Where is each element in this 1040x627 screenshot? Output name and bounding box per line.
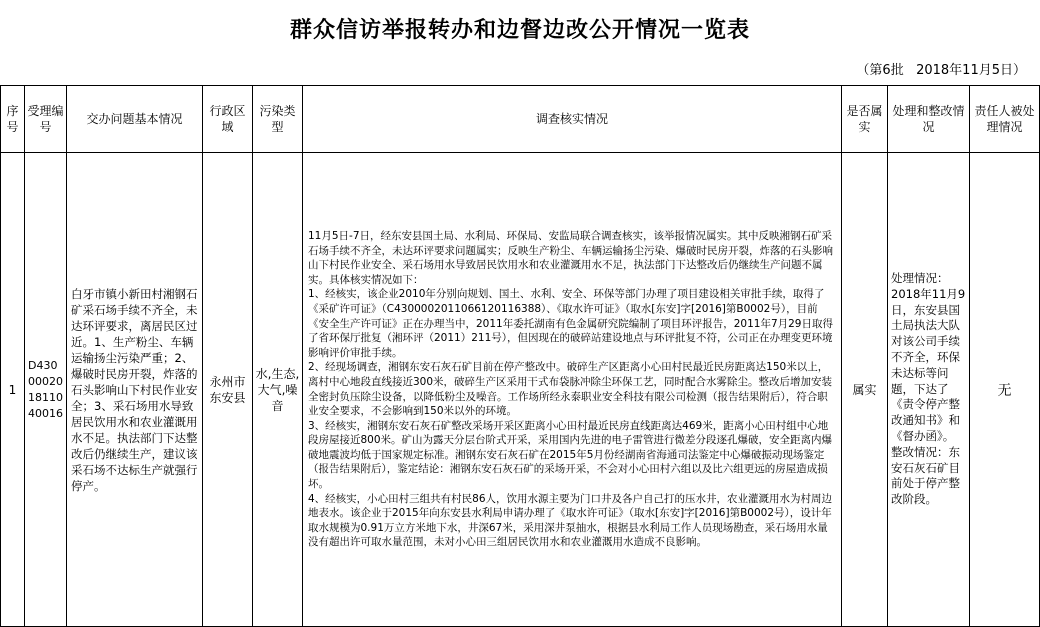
header-row — [1, 86, 1040, 153]
cell-is-fact: 属实 — [842, 153, 888, 627]
header-responsible: 责任人被处理情况 — [970, 86, 1040, 153]
header-pollution: 污染类型 — [253, 86, 303, 153]
findings-paragraph: 1、经核实，该企业2010年分别向规划、国土、水利、安全、环保等部门办理了项目建设相关审批手续，取得了《采矿许可证》（C4300002011066120116388）、《取水许可证》（取水[东安]字[2016]第B0002号），目前《安全生产许可证》正在办理当中，2011年委托湖南有色金属研究院编制了项目环评报告，2011年7月29日取得了省环保厅批复（湘环评（2011）211号），但因现在的破碎站建设地点与环评批复不符，公司正在办理变更环境影响评价审批手续。 — [308, 288, 833, 359]
header-issue: 交办问题基本情况 — [67, 86, 203, 153]
page-title: 群众信访举报转办和边督边改公开情况一览表 — [289, 17, 750, 43]
cell-issue: 白牙市镇小新田村湘钢石矿采石场手续不齐全，未达环评要求，离居民区过近。1、生产粉尘、车辆运输扬尘污染严重；2、爆破时民房开裂，炸落的石头影响山下村民作业安全；3、采石场用水导致居民饮用水和农业灌溉用水不足。执法部门下达整改后仍继续生产，建议该采石场不达标生产就强行停产。 — [67, 153, 203, 627]
cell-findings — [303, 153, 842, 627]
table-row — [1, 153, 1040, 627]
header-no: 序号 — [1, 86, 25, 153]
cell-region: 永州市东安县 — [203, 153, 253, 627]
handling-paragraph: 整改情况：东安石灰石矿目前处于停产整改阶段。 — [891, 444, 960, 507]
header-is-fact: 是否属实 — [842, 86, 888, 153]
cell-no: 1 — [1, 153, 25, 627]
cell-code: D430000201811040016 — [25, 153, 67, 627]
batch-info: （第6批 2018年11月5日） — [856, 63, 1026, 78]
findings-paragraph: 4、经核实，小心田村三组共有村民86人，饮用水源主要为门口井及各户自己打的压水井，农业灌溉用水为村周边地表水。该企业于2015年向东安县水利局申请办理了《取水许可证》（取水[东安]字[2016]第B0002号），设计年取水规模为0.91万立方米地下水，井深67米，采用深井泵抽水，根据县水利局工作人员现场勘查，采石场用水量没有超出许可取水量范围，未对小心田三组居民饮用水和农业灌溉用水造成不良影响。 — [308, 492, 833, 549]
header-code: 受理编号 — [25, 86, 67, 153]
cell-responsible: 无 — [970, 153, 1040, 627]
findings-paragraph: 3、经核实，湘钢东安石灰石矿整改采场开采区距离小心田村最近民房直线距离达469米，距离小心田村组中心地段房屋接近800米。矿山为露天分层台阶式开采，采用国内先进的电子雷管进行微差分段逐孔爆破，安全距离内爆破地震波均低于国家规定标准。湘钢东安石灰石矿在2015年5月份经湖南省海通司法鉴定中心爆破振动现场鉴定（报告结果附后），鉴定结论：湘钢东安石灰石矿的采场开采，不会对小心田村六组以及比六组更远的房屋造成损坏。 — [308, 419, 833, 491]
findings-paragraph: 11月5日-7日，经东安县国土局、水利局、环保局、安监局联合调查核实，该举报情况属实。其中反映湘钢石矿采石场手续不齐全，未达环评要求问题属实；反映生产粉尘、车辆运输扬尘污染、爆破时民房开裂，炸落的石头影响山下村民作业安全、采石场用水导致居民饮用水和农业灌溉用水不足，执法部门下达整改后仍继续生产问题不属实。具体核实情况如下： — [308, 229, 833, 286]
header-handling: 处理和整改情况 — [888, 86, 970, 153]
findings-paragraph: 2、经现场调查，湘钢东安石灰石矿目前在停产整改中。破碎生产区距离小心田村民最近民房距离达150米以上，离村中心地段直线接近300米，破碎生产区采用干式布袋脉冲除尘环保工艺，同时配合水雾除尘。整改后增加安装全密封负压除尘设备，以降低粉尘及噪音。工作场所经永泰职业安全科技有限公司检测（报告结果附后），符合职业安全要求，不会影响到150米以外的环境。 — [308, 361, 833, 418]
cell-handling — [888, 153, 970, 627]
handling-paragraph: 处理情况：2018年11月9日，东安县国土局执法大队对该公司手续不齐全，环保未达标等问题，下达了《责令停产整改通知书》和《督办函》。 — [891, 271, 966, 443]
report-table — [0, 85, 1040, 627]
cell-pollution: 水,生态,大气,噪音 — [253, 153, 303, 627]
header-findings: 调查核实情况 — [303, 86, 842, 153]
header-region: 行政区域 — [203, 86, 253, 153]
